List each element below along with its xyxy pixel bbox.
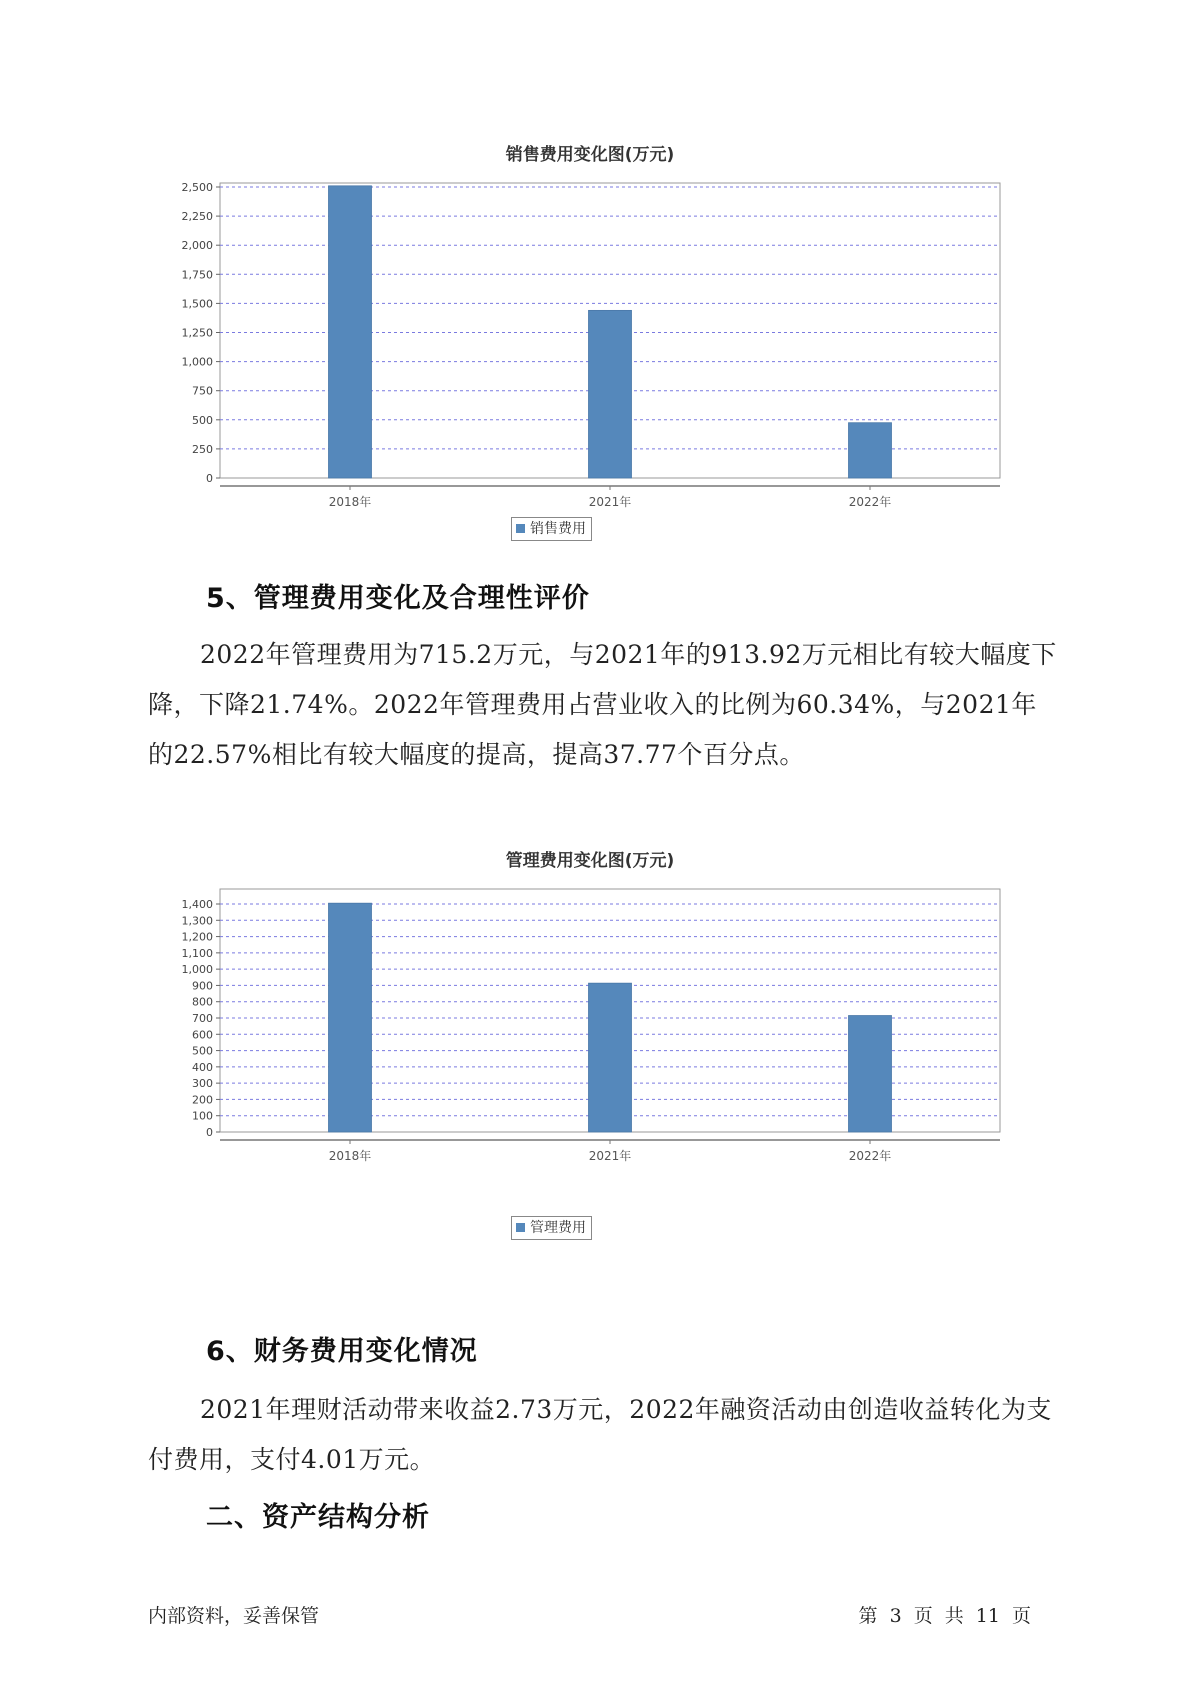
bar: [329, 903, 372, 1132]
x-tick-label: 2022年: [848, 1149, 892, 1163]
bar: [329, 186, 372, 478]
y-tick-label: 750: [192, 384, 213, 398]
y-tick-label: 1,250: [181, 326, 213, 340]
footer-confidential-note: 内部资料，妥善保管: [148, 1605, 320, 1627]
bar: [849, 423, 892, 478]
y-tick-label: 600: [192, 1028, 213, 1042]
legend-label: 管理费用: [530, 1220, 586, 1236]
y-tick-label: 1,750: [181, 268, 213, 282]
section-6-heading: 6、财务费用变化情况: [206, 1336, 478, 1367]
y-tick-label: 1,000: [181, 963, 213, 977]
x-tick-label: 2018年: [328, 495, 372, 509]
y-tick-label: 200: [192, 1093, 213, 1107]
legend-swatch: [516, 1223, 525, 1232]
legend-swatch: [516, 524, 525, 533]
y-tick-label: 100: [192, 1109, 213, 1123]
admin-expense-chart: [150, 846, 1030, 1256]
section-2-heading: 二、资产结构分析: [206, 1502, 430, 1533]
bar: [589, 310, 632, 478]
y-tick-label: 800: [192, 995, 213, 1009]
y-tick-label: 1,200: [181, 930, 213, 944]
y-tick-label: 1,000: [181, 355, 213, 369]
chart-plot: [150, 846, 1030, 1256]
y-tick-label: 400: [192, 1060, 213, 1074]
y-tick-label: 250: [192, 442, 213, 456]
y-tick-label: 2,500: [181, 181, 213, 194]
y-tick-label: 1,400: [181, 898, 213, 911]
x-tick-label: 2018年: [328, 1149, 372, 1163]
y-tick-label: 0: [206, 472, 213, 485]
chart-title: 管理费用变化图(万元): [505, 851, 675, 871]
bar: [589, 983, 632, 1132]
chart-legend: [511, 1216, 592, 1240]
y-tick-label: 0: [206, 1126, 213, 1139]
y-tick-label: 500: [192, 413, 213, 427]
x-tick-label: 2021年: [588, 1149, 632, 1163]
chart-title: 销售费用变化图(万元): [505, 145, 675, 165]
y-tick-label: 1,100: [181, 946, 213, 960]
y-tick-label: 900: [192, 979, 213, 993]
legend-label: 销售费用: [530, 521, 586, 537]
chart-legend: [511, 517, 592, 541]
x-tick-label: 2022年: [848, 495, 892, 509]
section-5-heading: 5、管理费用变化及合理性评价: [206, 583, 590, 614]
chart-plot: [150, 140, 1030, 550]
x-tick-label: 2021年: [588, 495, 632, 509]
y-tick-label: 1,500: [181, 297, 213, 311]
y-tick-label: 700: [192, 1012, 213, 1025]
section-5-paragraph: 2022年管理费用为715.2万元，与2021年的913.92万元相比有较大幅度下降，下降21.74%。2022年管理费用占营业收入的比例为60.34%，与2021年的22.57%相比有较大幅度的提高，提高37.77个百分点。: [148, 640, 1057, 769]
footer-page-number: 第 3 页 共 11 页: [858, 1605, 1031, 1627]
y-tick-label: 300: [192, 1077, 213, 1091]
sales-expense-chart: [150, 140, 1030, 550]
section-6-paragraph: 2021年理财活动带来收益2.73万元，2022年融资活动由创造收益转化为支付费用，支付4.01万元。: [148, 1395, 1052, 1474]
y-tick-label: 2,250: [181, 210, 213, 224]
y-tick-label: 2,000: [181, 239, 213, 253]
y-tick-label: 500: [192, 1044, 213, 1058]
bar: [849, 1016, 892, 1132]
y-tick-label: 1,300: [181, 914, 213, 928]
